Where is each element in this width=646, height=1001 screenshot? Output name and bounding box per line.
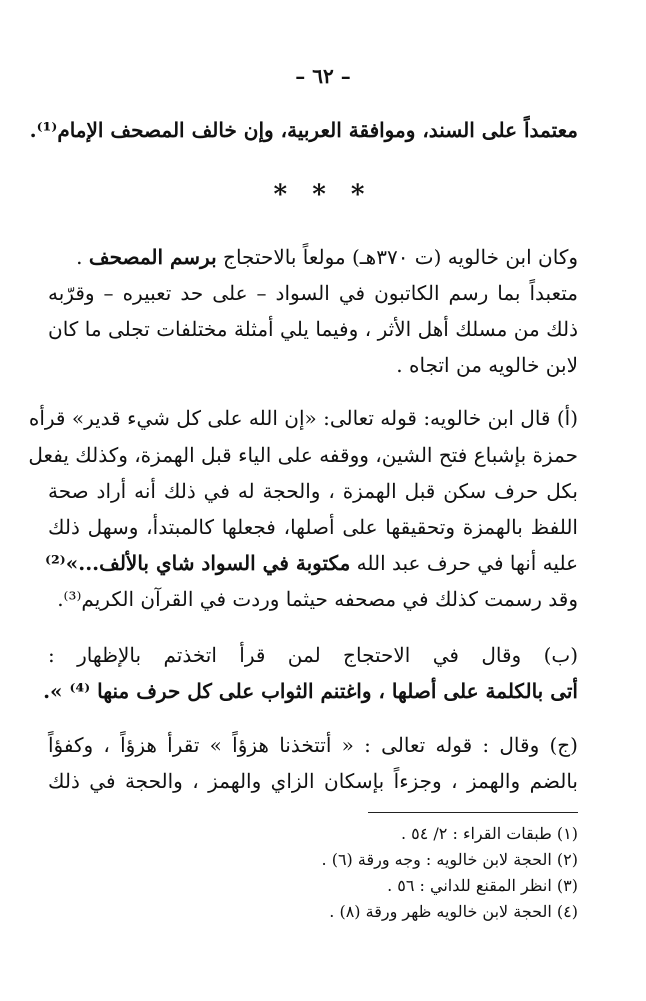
example-a-line-2: حمزة بإشباع فتح الشين، ووقفه على الياء قبل الهمزة، وكذلك يفعل [28,443,578,467]
example-a-line-4: اللفظ بالهمزة وتحقيقها على أصلها، فجعلها كالمبتدأ، وسهل ذلك [48,515,578,539]
page-number: – ٦٢ – [295,64,351,88]
footnote-2: (٢) الحجة لابن خالويه : وجه ورقة (٦) . [321,850,578,869]
example-c-line-1: (ج) وقال : قوله تعالى : « أتتخذنا هزؤاً » تقرأ هزؤاً ، وكفؤاً [48,733,578,757]
paragraph-1-line-1-end: . [76,245,89,269]
example-a-line-3: بكل حرف سكن قبل الهمزة ، والحجة له في ذلك أنه أراد صحة [48,479,578,503]
example-b-line-2: أتى بالكلمة على أصلها ، واغتنم الثواب على كل حرف منها ⁽⁴⁾ ». [43,679,578,703]
section-separator: * * * [273,180,373,210]
footnote-1: (١) طبقات القراء : ٢/ ٥٤ . [400,824,578,843]
paragraph-1-line-2: متعبداً بما رسم الكاتبون في السواد – على حد تعبيره – وقرّبه [48,281,578,305]
example-a-emphasis: مكتوبة في السواد شاي بالألف...»⁽²⁾ [45,551,351,575]
footnote-4: (٤) الحجة لابن خالويه ظهر ورقة (٨) . [329,902,578,921]
example-a-line-6: وقد رسمت كذلك في مصحفه حيثما وردت في القرآن الكريم⁽³⁾. [57,587,578,611]
footnote-divider [368,812,578,813]
paragraph-1-line-3: ذلك من مسلك أهل الأثر ، وفيما يلي أمثلة مختلفات تجلى ما كان [48,317,578,341]
paragraph-1-line-1-text: وكان ابن خالويه (ت ٣٧٠هـ) مولعاً بالاحتجاج [216,245,578,269]
paragraph-1-emphasis: برسم المصحف [88,245,217,269]
example-a-line-5 [45,548,578,580]
example-b-line-1: (ب) وقال في الاحتجاج لمن قرأ اتخذتم بالإظهار : [48,643,578,667]
example-a-line-1: (أ) قال ابن خالويه: قوله تعالى: «إن الله على كل شيء قدير» قرأه [28,406,578,430]
example-c-line-2: بالضم والهمز ، وجزءاً بإسكان الزاي والهمز ، والحجة في ذلك [48,769,578,793]
footnote-3: (٣) انظر المقنع للداني : ٥٦ . [387,876,578,895]
example-a-line-5-text: عليه أنها في حرف عبد الله [350,551,578,575]
intro-line: معتمداً على السند، وموافقة العربية، وإن خالف المصحف الإمام⁽¹⁾. [29,118,578,142]
paragraph-1-line-1 [48,242,578,274]
paragraph-1-line-4: لابن خالويه من اتجاه . [396,353,578,377]
